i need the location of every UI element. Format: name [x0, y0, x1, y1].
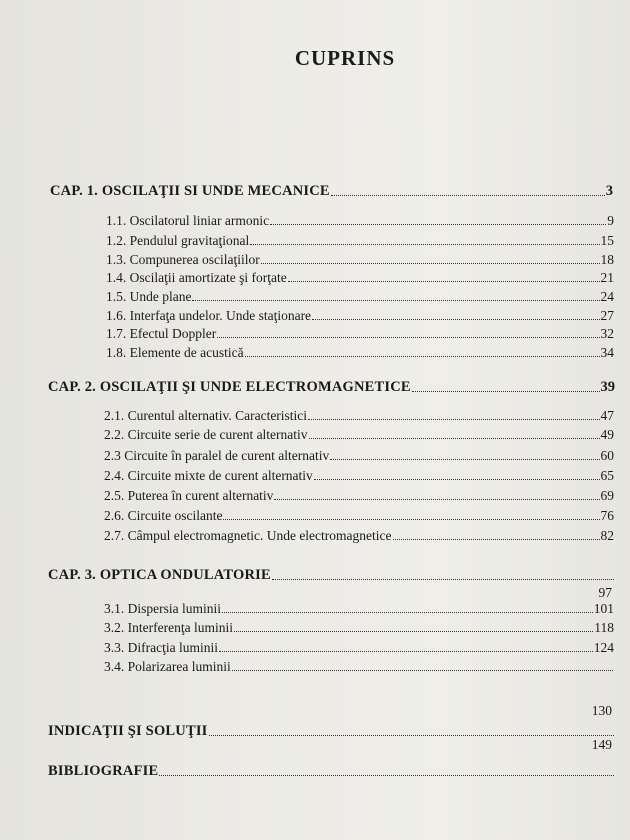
section-title: 1.3. Compunerea oscilaţiilor — [106, 252, 260, 267]
chapter-2-entry — [48, 378, 615, 396]
section-entry — [104, 618, 614, 636]
chapter-3-title: CAP. 3. OPTICA ONDULATORIE — [48, 567, 271, 583]
chapter-1-page: 3 — [605, 183, 613, 199]
chapter-2-page: 39 — [600, 379, 615, 395]
section-page: 60 — [600, 448, 614, 463]
section-page: 124 — [593, 640, 614, 655]
leader-dots — [331, 195, 605, 196]
section-entry — [104, 657, 614, 675]
leader-dots — [250, 244, 599, 245]
leader-dots — [312, 319, 599, 320]
chapter-1-title: CAP. 1. OSCILAŢII SI UNDE MECANICE — [50, 183, 330, 199]
section-page: 18 — [600, 252, 614, 267]
leader-dots — [270, 224, 606, 225]
leader-dots — [159, 775, 614, 776]
section-page: 118 — [594, 620, 614, 635]
indications-title: INDICAŢII ŞI SOLUŢII — [48, 723, 208, 739]
section-page: 15 — [600, 233, 614, 248]
section-title: 1.4. Oscilaţii amortizate şi forţate — [106, 270, 287, 285]
section-entry — [104, 446, 614, 464]
section-page: 76 — [600, 508, 614, 523]
section-title: 3.2. Interferenţa luminii — [104, 620, 233, 635]
section-entry — [104, 406, 614, 424]
section-title: 2.4. Circuite mixte de curent alternativ — [104, 468, 313, 483]
section-title: 3.3. Difracţia luminii — [104, 640, 218, 655]
bibliography-title: BIBLIOGRAFIE — [48, 763, 159, 779]
section-page: 49 — [600, 427, 614, 442]
leader-dots — [232, 670, 613, 671]
section-title: 1.7. Efectul Doppler — [106, 326, 217, 341]
leader-dots — [393, 539, 600, 540]
section-entry — [104, 599, 614, 617]
bibliography-page: 149 — [591, 737, 612, 752]
section-page: 82 — [600, 528, 614, 543]
section-entry — [104, 466, 614, 484]
leader-dots — [217, 337, 599, 338]
section-title: 1.6. Interfaţa undelor. Unde staţionare — [106, 308, 312, 323]
section-entry — [104, 526, 614, 544]
section-page: 47 — [600, 408, 614, 423]
bibliography-entry — [48, 762, 615, 780]
section-entry — [106, 287, 614, 305]
leader-dots — [272, 579, 614, 580]
section-page: 32 — [600, 326, 614, 341]
leader-dots — [308, 419, 599, 420]
chapter-2-title: CAP. 2. OSCILAŢII ŞI UNDE ELECTROMAGNETICE — [48, 379, 411, 395]
leader-dots — [222, 612, 593, 613]
leader-dots — [209, 735, 614, 736]
leader-dots — [412, 391, 600, 392]
section-title: 3.4. Polarizarea luminii — [104, 659, 231, 674]
leader-dots — [219, 651, 593, 652]
leader-dots — [245, 356, 600, 357]
section-entry — [106, 211, 614, 229]
section-title: 1.8. Elemente de acustică — [106, 345, 244, 360]
leader-dots — [274, 499, 599, 500]
leader-dots — [309, 438, 600, 439]
page-title: CUPRINS — [294, 46, 396, 70]
chapter-3-page: 97 — [598, 585, 612, 600]
section-page: 65 — [600, 468, 614, 483]
indications-entry — [48, 722, 615, 740]
section-title: 2.6. Circuite oscilante — [104, 508, 223, 523]
section-entry — [106, 324, 614, 342]
indications-page: 130 — [591, 703, 612, 718]
section-page: 9 — [607, 213, 614, 228]
section-page: 101 — [593, 601, 614, 616]
leader-dots — [288, 281, 600, 282]
leader-dots — [234, 631, 593, 632]
section-title: 2.3 Circuite în paralel de curent alternativ — [104, 448, 330, 463]
section-entry — [106, 268, 614, 286]
section-page: 34 — [600, 345, 614, 360]
section-entry — [106, 250, 614, 268]
section-entry — [104, 486, 614, 504]
section-page: 21 — [600, 270, 614, 285]
section-title: 1.2. Pendulul gravitaţional — [106, 233, 250, 248]
section-title: 2.5. Puterea în curent alternativ — [104, 488, 274, 503]
leader-dots — [261, 263, 600, 264]
section-title: 3.1. Dispersia luminii — [104, 601, 221, 616]
section-title: 2.7. Câmpul electromagnetic. Unde electromagnetice — [104, 528, 392, 543]
section-entry — [104, 638, 614, 656]
section-entry — [104, 506, 614, 524]
section-page: 69 — [600, 488, 614, 503]
section-entry — [106, 306, 614, 324]
leader-dots — [223, 519, 599, 520]
leader-dots — [314, 479, 600, 480]
section-title: 2.1. Curentul alternativ. Caracteristici — [104, 408, 308, 423]
leader-dots — [330, 459, 599, 460]
chapter-1-entry — [50, 182, 613, 200]
section-title: 1.1. Oscilatorul liniar armonic — [106, 213, 270, 228]
leader-dots — [192, 300, 599, 301]
section-title: 2.2. Circuite serie de curent alternativ — [104, 427, 308, 442]
section-page: 27 — [600, 308, 614, 323]
section-entry — [106, 343, 614, 361]
section-page: 24 — [600, 289, 614, 304]
section-entry — [106, 231, 614, 249]
section-entry — [104, 425, 614, 443]
chapter-3-entry — [48, 566, 615, 584]
section-title: 1.5. Unde plane — [106, 289, 192, 304]
